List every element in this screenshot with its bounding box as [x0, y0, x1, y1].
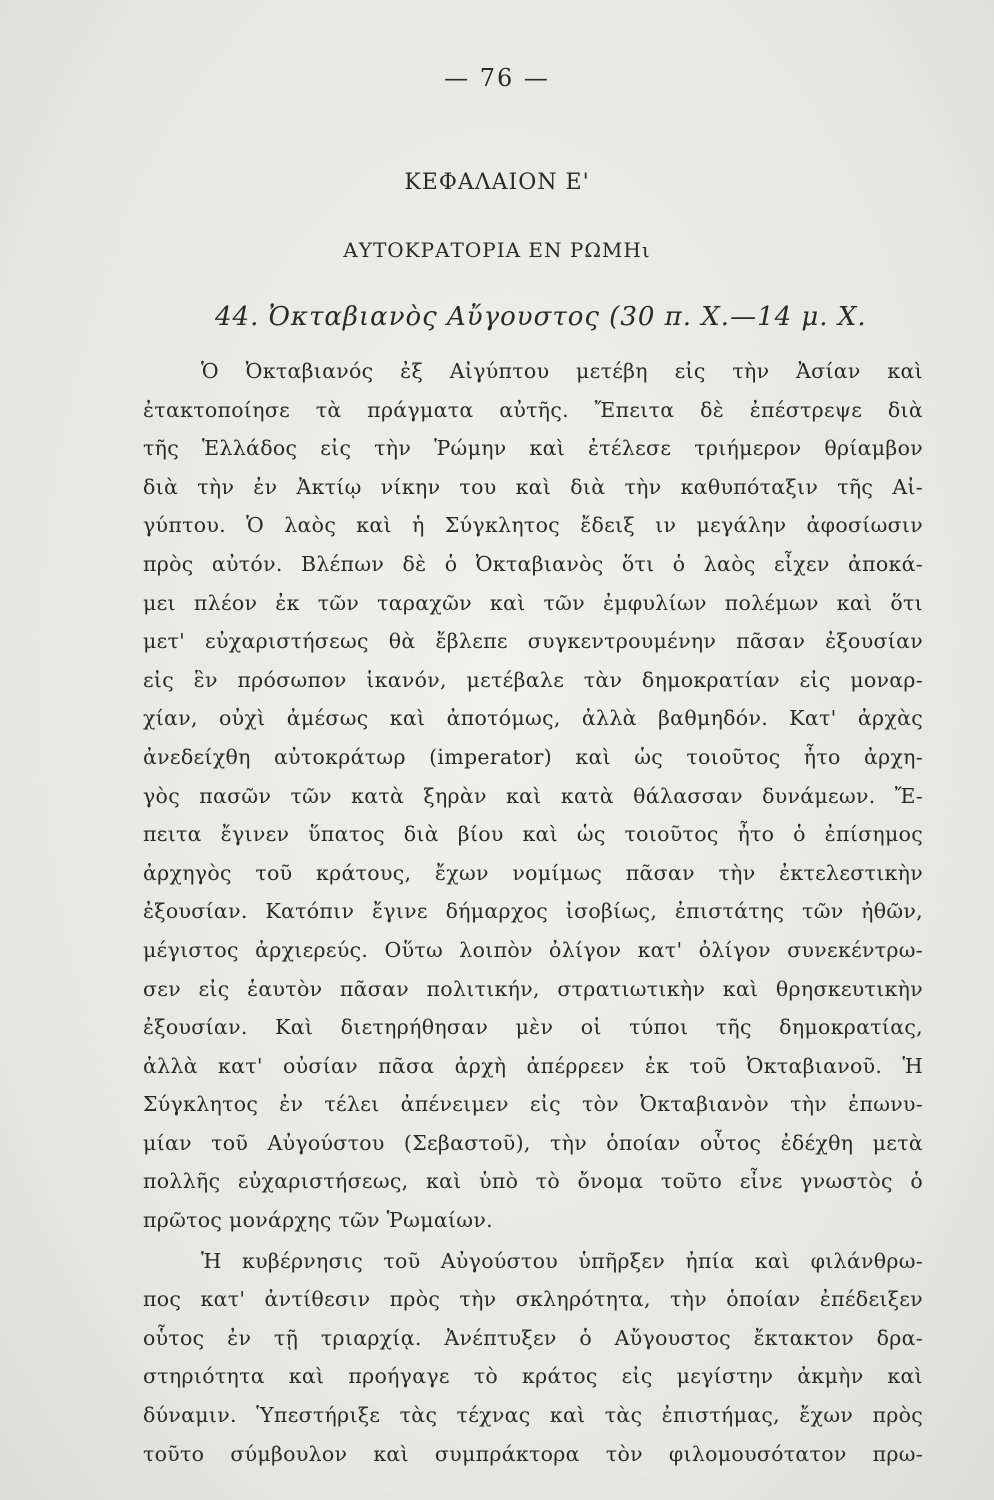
text-line: ἀλλὰ κατ' οὐσίαν πᾶσα ἀρχὴ ἀπέρρεεν ἐκ τοῦ Ὀκταβιανοῦ. Ἡ: [143, 1053, 923, 1078]
text-line: Σύγκλητος ἐν τέλει ἀπένειμεν εἰς τὸν Ὀκταβιανὸν τὴν ἐπωνυ-: [143, 1092, 923, 1117]
text-line: εἰς ἓν πρόσωπον ἱκανόν, μετέβαλε τὰν δημοκρατίαν εἰς μοναρ-: [143, 667, 923, 692]
text-line: πολλῆς εὐχαριστήσεως, καὶ ὑπὸ τὸ ὄνομα τοῦτο εἶνε γνωστὸς ὁ: [143, 1169, 923, 1194]
text-line: ἐτακτοποίησε τὰ πράγματα αὐτῆς. Ἔπειτα δὲ ἐπέστρεψε διὰ: [143, 397, 923, 422]
text-line: Ὁ Ὀκταβιανός ἐξ Αἰγύπτου μετέβη εἰς τὴν Ἀσίαν καὶ: [201, 359, 923, 383]
text-line: πειτα ἔγινεν ὕπατος διὰ βίου καὶ ὡς τοιοῦτος ἦτο ὁ ἐπίσημος: [143, 822, 923, 847]
text-line: ἐξουσίαν. Καὶ διετηρήθησαν μὲν οἱ τύποι τῆς δημοκρατίας,: [143, 1015, 923, 1040]
text-line: μέγιστος ἀρχιερεύς. Οὕτω λοιπὸν ὀλίγον κατ' ὀλίγον συνεκέντρω-: [143, 937, 923, 962]
text-line: μετ' εὐχαριστήσεως θὰ ἔβλεπε συγκεντρουμένην πᾶσαν ἐξουσίαν: [143, 629, 923, 654]
chapter-subtitle: ΑΥΤΟΚΡΑΤΟΡΙΑ ΕΝ ΡΩΜΗι: [343, 238, 651, 262]
text-line: τῆς Ἑλλάδος εἰς τὴν Ῥώμην καὶ ἐτέλεσε τριήμερον θρίαμβον: [143, 436, 923, 461]
body-text: [143, 352, 923, 1473]
text-line: σεν εἰς ἑαυτὸν πᾶσαν πολιτικήν, στρατιωτικὴν καὶ θρησκευτικὴν: [143, 976, 923, 1001]
text-line: πρὸς αὐτόν. Βλέπων δὲ ὁ Ὀκταβιανὸς ὅτι ὁ λαὸς εἶχεν ἀποκά-: [143, 551, 923, 576]
paragraph-2: [143, 1242, 923, 1474]
text-line: δύναμιν. Ὑπεστήριξε τὰς τέχνας καὶ τὰς ἐπιστήμας, ἔχων πρὸς: [143, 1403, 923, 1428]
text-line: πος κατ' ἀντίθεσιν πρὸς τὴν σκληρότητα, τὴν ὁποίαν ἐπέδειξεν: [143, 1287, 923, 1312]
page-number: — 76 —: [444, 64, 550, 92]
text-line: στηριότητα καὶ προήγαγε τὸ κράτος εἰς μεγίστην ἀκμὴν καὶ: [143, 1364, 923, 1389]
paragraph-1: [143, 352, 923, 1240]
text-line: τοῦτο σύμβουλον καὶ συμπράκτορα τὸν φιλομουσότατον πρω-: [143, 1441, 923, 1466]
chapter-title: ΚΕΦΑΛΑΙΟΝ Ε': [404, 170, 590, 195]
text-line: πρῶτος μονάρχης τῶν Ῥωμαίων.: [143, 1208, 493, 1233]
text-line: ἐξουσίαν. Κατόπιν ἔγινε δήμαρχος ἰσοβίως, ἐπιστάτης τῶν ἠθῶν,: [143, 899, 923, 924]
text-line: διὰ τὴν ἐν Ἀκτίῳ νίκην του καὶ διὰ τὴν καθυπόταξιν τῆς Αἰ-: [143, 474, 923, 499]
section-heading: 44. Ὀκταβιανὸς Αὔγουστος (30 π. Χ.—14 μ. Χ.: [215, 302, 867, 332]
text-line: μίαν τοῦ Αὐγούστου (Σεβαστοῦ), τὴν ὁποίαν οὗτος ἐδέχθη μετὰ: [143, 1130, 923, 1155]
text-line: μει πλέον ἐκ τῶν ταραχῶν καὶ τῶν ἐμφυλίων πολέμων καὶ ὅτι: [143, 590, 923, 615]
text-line: οὗτος ἐν τῇ τριαρχίᾳ. Ἀνέπτυξεν ὁ Αὔγουστος ἔκτακτον δρα-: [143, 1325, 923, 1350]
text-line: Ἡ κυβέρνησις τοῦ Αὐγούστου ὑπῆρξεν ἠπία καὶ φιλάνθρω-: [201, 1248, 923, 1273]
text-line: γύπτου. Ὁ λαὸς καὶ ἡ Σύγκλητος ἔδειξ ιν μεγάλην ἀφοσίωσιν: [143, 513, 923, 538]
text-line: γὸς πασῶν τῶν κατὰ ξηρὰν καὶ κατὰ θάλασσαν δυνάμεων. Ἔ-: [143, 783, 923, 808]
text-line: χίαν, οὐχὶ ἀμέσως καὶ ἀποτόμως, ἀλλὰ βαθμηδόν. Κατ' ἀρχὰς: [143, 706, 923, 731]
text-line: ἀρχηγὸς τοῦ κράτους, ἔχων νομίμως πᾶσαν τὴν ἐκτελεστικὴν: [143, 860, 923, 885]
text-line: ἀνεδείχθη αὐτοκράτωρ (imperator) καὶ ὡς τοιοῦτος ἦτο ἀρχη-: [143, 744, 923, 769]
